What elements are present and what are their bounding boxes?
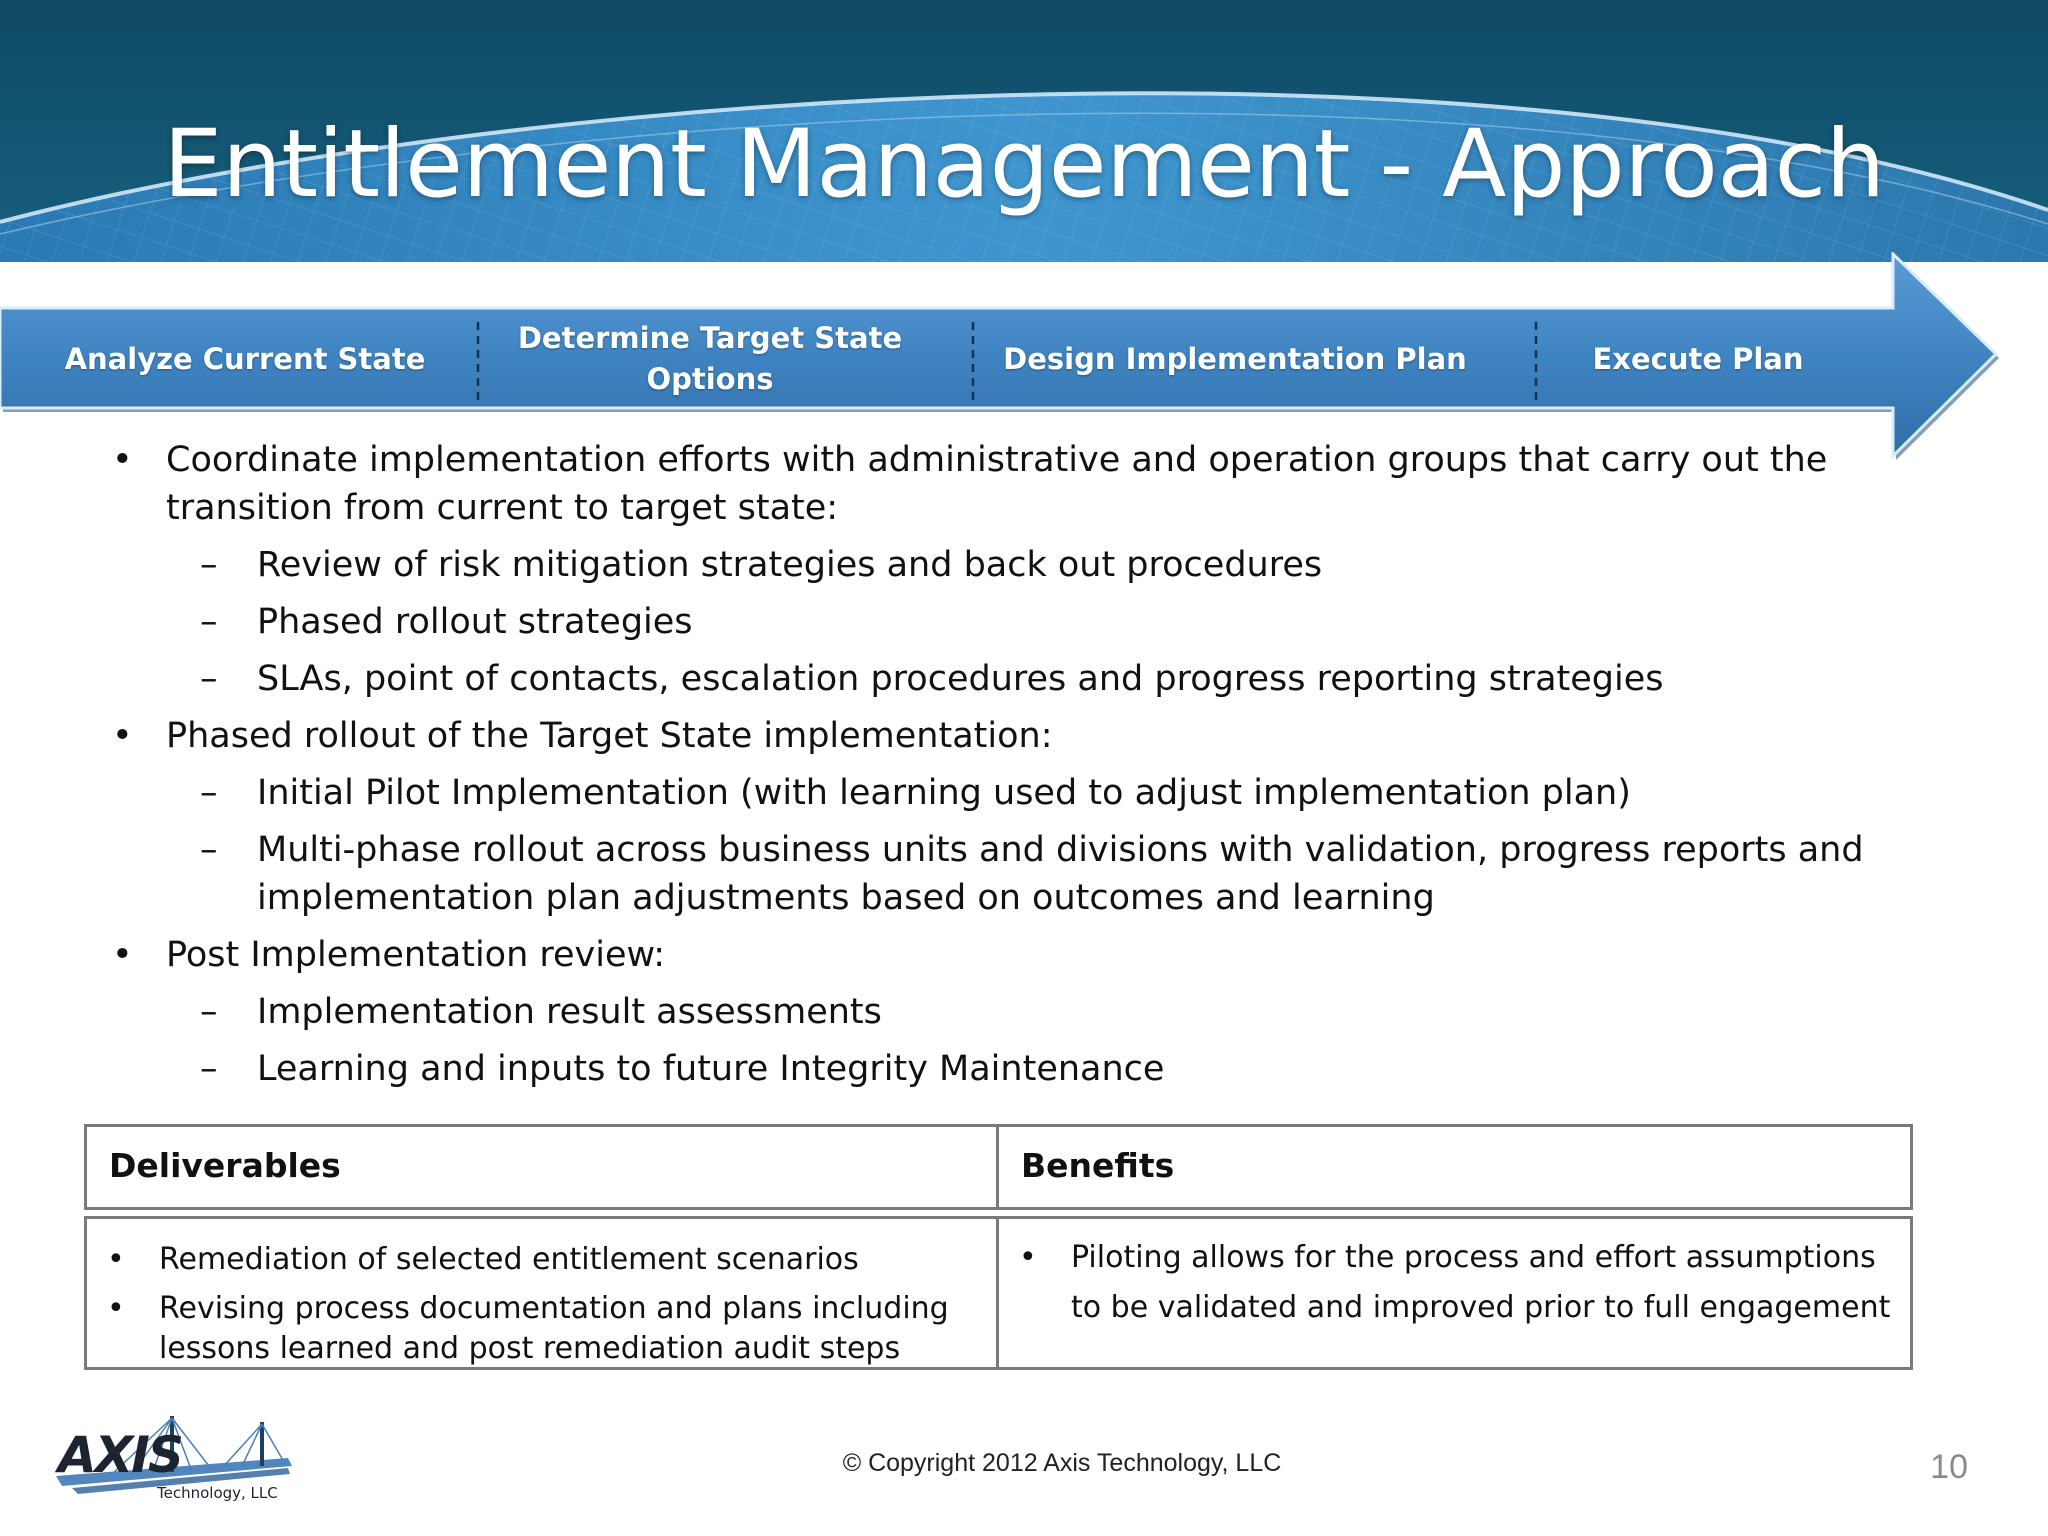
sub-bullet-text: Learning and inputs to future Integrity Maintenance [257,1049,1165,1089]
benefit-text: Piloting allows for the process and effort assumptions to be validated and improved prior to full engagement [1071,1240,1891,1325]
bullet-item [100,436,1900,532]
dash-marker: – [200,830,218,870]
header-banner [0,0,2048,262]
deliverable-text: Revising process documentation and plans including lessons learned and post remediation audit steps [159,1291,949,1366]
sub-bullet-item [100,655,1900,703]
bullet-text: Phased rollout of the Target State implementation: [166,716,1053,756]
phase-execute-plan: Execute Plan [1592,341,1804,376]
slide-title: Entitlement Management - Approach [163,110,1885,219]
sub-bullet-text: Implementation result assessments [257,992,882,1032]
phase-analyze-current-state: Analyze Current State [64,341,426,376]
sub-bullet-item [100,541,1900,589]
dash-marker: – [200,773,218,813]
phase-determine-target-state-options: Determine Target State Options [517,321,903,396]
dash-marker: – [200,992,218,1032]
sub-bullet-item [100,988,1900,1036]
bullet-marker: • [112,935,133,975]
page-number: 10 [1930,1448,1968,1486]
sub-bullet-item [100,826,1900,922]
dash-marker: – [200,659,218,699]
sub-bullet-text: Review of risk mitigation strategies and back out procedures [257,545,1323,585]
bullet-text: Coordinate implementation efforts with administrative and operation groups that carry out the transition from current to target state: [166,440,1828,528]
copyright-notice: © Copyright 2012 Axis Technology, LLC [842,1449,1282,1477]
phase-design-implementation-plan: Design Implementation Plan [1003,341,1467,376]
deliverables-benefits-table [84,1124,1913,1370]
bullet-marker: • [107,1242,125,1277]
sub-bullet-text: SLAs, point of contacts, escalation procedures and progress reporting strategies [257,659,1664,699]
deliverable-item [87,1239,998,1280]
benefits-cell [996,1216,1913,1370]
bullet-text: Post Implementation review: [166,935,666,975]
bullet-marker: • [112,716,133,756]
bullet-marker: • [1019,1240,1037,1275]
header-deliverables: Deliverables [84,1124,998,1210]
sub-bullet-text: Multi-phase rollout across business units and divisions with validation, progress reports and implementation plan adjustments based on outcomes and learning [257,830,1864,918]
deliverable-item [87,1289,998,1369]
sub-bullet-text: Initial Pilot Implementation (with learning used to adjust implementation plan) [257,773,1631,813]
deliverable-text: Remediation of selected entitlement scenarios [159,1242,859,1277]
bullet-list [100,436,1900,1102]
sub-bullet-item [100,1045,1900,1093]
logo-wordmark: AXIS [58,1426,182,1484]
logo-tagline: Technology, LLC [157,1484,278,1502]
deliverables-cell [84,1216,998,1370]
bullet-marker: • [107,1291,125,1326]
sub-bullet-item [100,769,1900,817]
sub-bullet-text: Phased rollout strategies [257,602,693,642]
dash-marker: – [200,602,218,642]
bullet-item [100,931,1900,979]
benefit-item [999,1233,1910,1333]
header-benefits: Benefits [996,1124,1913,1210]
bullet-item [100,712,1900,760]
bullet-marker: • [112,440,133,480]
sub-bullet-item [100,598,1900,646]
dash-marker: – [200,1049,218,1089]
dash-marker: – [200,545,218,585]
